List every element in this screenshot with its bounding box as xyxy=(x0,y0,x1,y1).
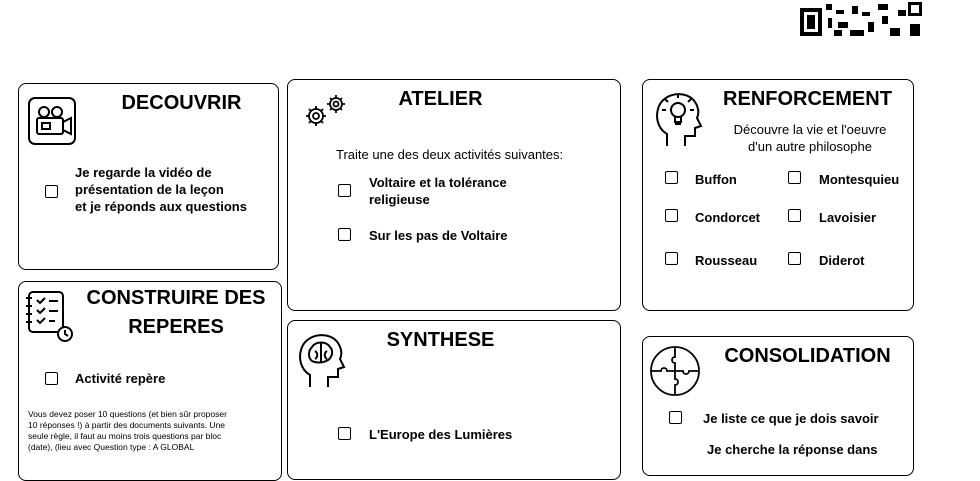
task-label: Je regarde la vidéo de présentation de la leçon et je réponds aux questions xyxy=(75,165,247,214)
card-title: SYNTHESE xyxy=(386,329,495,351)
philosopher-label: Lavoisier xyxy=(819,210,877,225)
gears-icon xyxy=(298,90,352,130)
card-title: ATELIER xyxy=(398,88,483,110)
brain-head-icon xyxy=(296,329,346,391)
intro-text: Traite une des deux activités suivantes: xyxy=(336,147,564,162)
head-lightbulb-icon xyxy=(653,88,703,150)
card-construire-des-reperes xyxy=(18,281,282,481)
checkbox[interactable] xyxy=(665,209,678,222)
philosopher-label: Condorcet xyxy=(695,210,760,225)
checkbox[interactable] xyxy=(338,228,351,241)
puzzle-icon xyxy=(649,345,701,397)
checkbox[interactable] xyxy=(788,171,801,184)
card-renforcement xyxy=(642,79,914,311)
qr-code xyxy=(798,0,924,38)
checkbox[interactable] xyxy=(788,209,801,222)
intro-text: Découvre la vie et l'oeuvre d'un autre philosophe xyxy=(733,122,887,154)
activity-label: Sur les pas de Voltaire xyxy=(369,228,508,243)
checkbox[interactable] xyxy=(45,372,58,385)
philosopher-label: Rousseau xyxy=(695,253,758,268)
philosopher-label: Montesquieu xyxy=(819,172,900,187)
task-label: Activité repère xyxy=(75,371,166,386)
card-synthese xyxy=(287,320,621,480)
checkbox[interactable] xyxy=(669,411,682,424)
checkbox[interactable] xyxy=(338,184,351,197)
checkbox[interactable] xyxy=(665,252,678,265)
logo xyxy=(38,0,128,8)
video-camera-icon xyxy=(27,96,77,146)
task-label: Je liste ce que je dois savoir xyxy=(703,411,879,426)
checkbox[interactable] xyxy=(788,252,801,265)
philosopher-label: Buffon xyxy=(695,172,737,187)
card-consolidation xyxy=(642,336,914,476)
philosopher-label: Diderot xyxy=(819,253,865,268)
card-atelier xyxy=(287,79,621,311)
card-title: DECOUVRIR xyxy=(121,92,242,114)
checkbox[interactable] xyxy=(338,427,351,440)
instructions-text: Vous devez poser 10 questions (et bien sûr proposer 10 réponses !) à partir des documents suivants. Une seule règle, il faut au moins trois questions par bloc (date), (lieu avec Question type : A GLOBAL xyxy=(28,409,227,452)
checkbox[interactable] xyxy=(45,185,58,198)
task-label: L'Europe des Lumières xyxy=(369,427,513,442)
activity-label: Voltaire et la tolérance religieuse xyxy=(369,175,507,207)
card-title: CONSTRUIRE DES REPERES xyxy=(86,287,266,338)
card-decouvrir xyxy=(18,83,279,270)
checkbox[interactable] xyxy=(665,171,678,184)
card-title: CONSOLIDATION xyxy=(724,345,891,367)
task-label: Je cherche la réponse dans xyxy=(707,442,878,457)
card-title: RENFORCEMENT xyxy=(723,88,892,110)
